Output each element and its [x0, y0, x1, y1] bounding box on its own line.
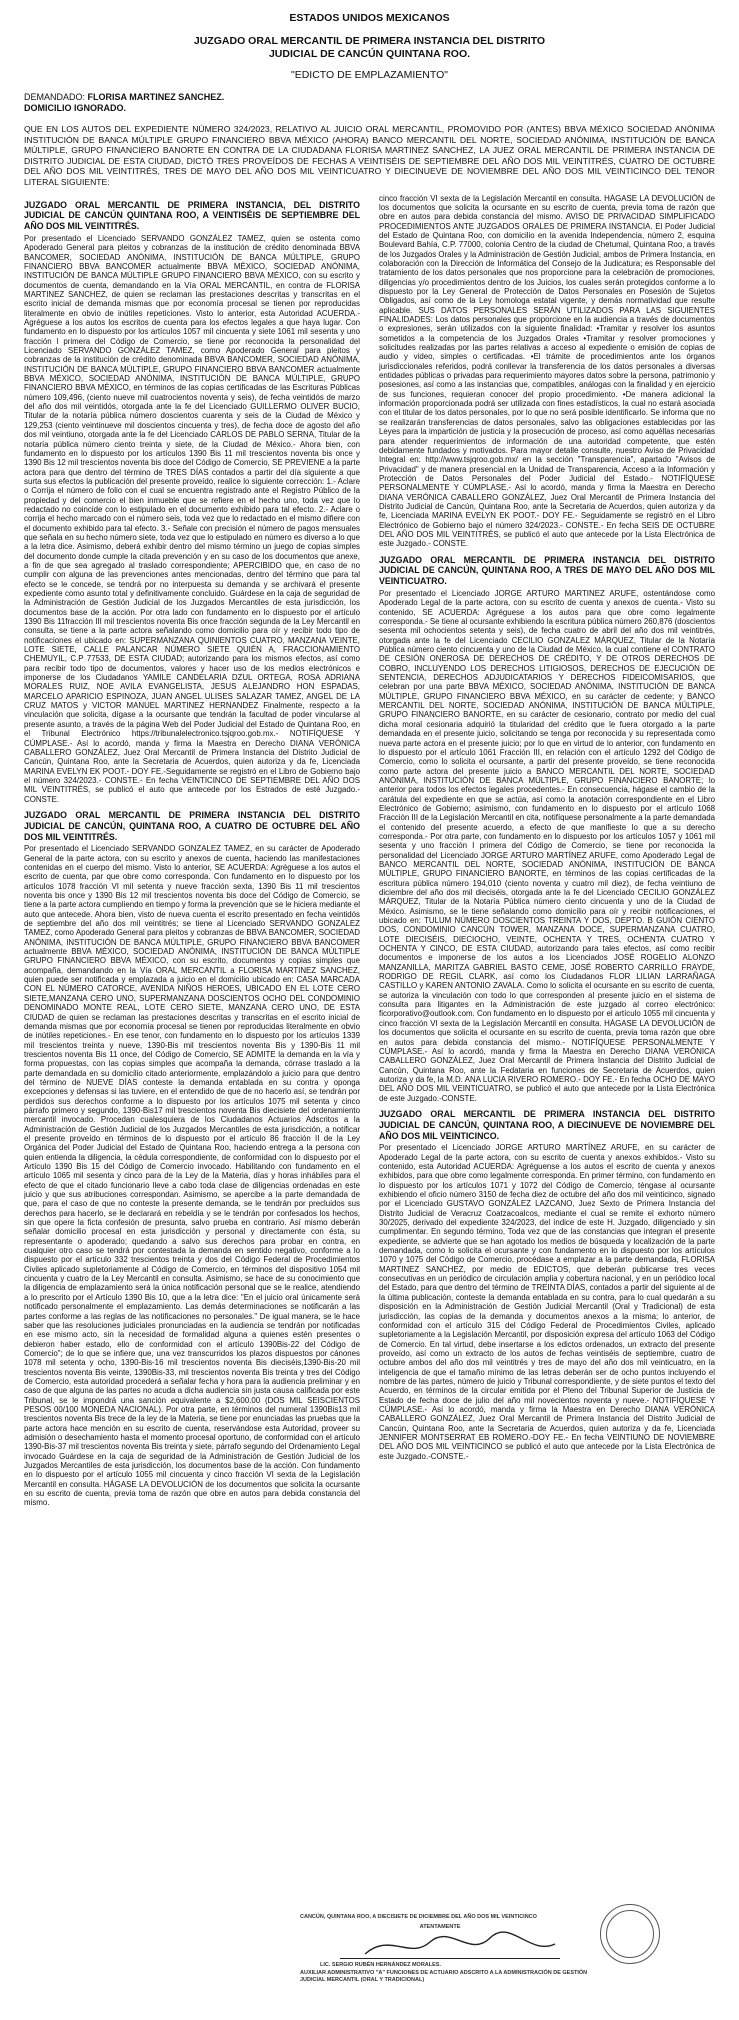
- footer-signer-role: AUXILIAR ADMINISTRATIVO "A" FUNCIONES DE ACTUARIO ADSCRITO A LA ADMINISTRACIÓN DE GESTIÓN JUDICIAL MERCANTIL (ORAL Y TRADICIONAL): [300, 1970, 588, 1983]
- edict-title: "EDICTO DE EMPLAZAMIENTO": [290, 69, 448, 81]
- section-title: JUZGADO ORAL MERCANTIL DE PRIMERA INSTANCIA, DEL DISTRITO JUDICIAL DE CANCÚN QUINTANA ROO, A VEINTISÉIS DE SEPTIEMBRE DEL AÑO DOS MIL VEINTITRÉS.: [24, 199, 360, 232]
- section-title: JUZGADO ORAL MERCANTIL DE PRIMERA INSTANCIA DEL DISTRITO JUDICIAL DE CANCÚN, QUINTANA ROO, A TRES DE MAYO DEL AÑO DOS MIL VEINTICUATRO.: [379, 554, 715, 587]
- footer-signer-name: LIC. SERGIO RUBÉN HERNÁNDEZ MORALES.: [320, 1962, 442, 1968]
- signature-block: [300, 1900, 720, 2010]
- footer-atentamente: ATENTAMENTE: [419, 1924, 461, 1930]
- right-column: [379, 194, 715, 1994]
- section-title: JUZGADO ORAL MERCANTIL DE PRIMERA INSTANCIA DEL DISTRITO JUDICIAL DE CANCÚN, QUINTANA ROO, A DIECINUEVE DE NOVIEMBRE DEL AÑO DOS MIL VEINTICINCO.: [379, 1108, 715, 1141]
- section-title: JUZGADO ORAL MERCANTIL DE PRIMERA INSTANCIA DEL DISTRITO JUDICIAL DE CANCÚN, QUINTANA ROO, A CUATRO DE OCTUBRE DEL AÑO DOS MIL VEINTITRÉS.: [24, 809, 360, 842]
- handwritten-signature: [360, 1930, 560, 1962]
- section-body: Por presentado el Licenciado SERVANDO GONZÁLEZ TAMEZ, quien se ostenta como Apoderado General para pleitos y cobranzas de la institución de crédito denominada BBVA BANCOMER, SOCIEDAD ANÓNIMA, INSTITUCIÓN DE BANCA MÚLTIPLE, GRUPO FINANCIERO BBVA BANCOMER actualmente BBVA MÉXICO, SOCIEDAD ANÓNIMA, INSTITUCIÓN DE BANCA MÚLTIPLE GRUPO FINANCIERO BBVA MÉXICO, con su escrito y documentos de cuenta, demandando en la Vía ORAL MERCANTIL, en contra de FLORISA MARTINEZ SANCHEZ, de quien se reclaman las prestaciones descritas y transcritas en el escrito inicial de demanda mismas que por economía procesal se tienen por reproducidas literalmente en obvio de inútiles repeticiones. Visto lo anterior, esta Autoridad ACUERDA.- Agréguese a los autos los escritos de cuenta para los efectos legales a que haya lugar. Con fundamento en lo dispuesto por los artículos 1057 mil cincuenta y siete 1061 mil sesenta y uno fracción I primera del Código de Comercio, se tiene por reconocida la personalidad del Licenciado SERVANDO GONZÁLEZ TAMEZ, como Apoderado General para pleitos y cobranzas de la institución de crédito denominada BBVA BANCOMER, SOCIEDAD ANÓNIMA, INSTITUCIÓN DE BANCA MÚLTIPLE, GRUPO FINANCIERO BBVA BANCOMER actualmente BBVA MÉXICO, SOCIEDAD ANÓNIMA, INSTITUCIÓN DE BANCA MÚLTIPLE, GRUPO FINANCIERO BBVA MÉXICO, en términos de las copias certificadas de las Escrituras Públicas número 109,496, (ciento nueve mil cuatrocientos noventa y seis), de fecha veintidós de marzo del año dos mil veintidós, otorgada ante la fe del Licenciado GUILLERMO OLIVER BUCIO, Titular de la notaría pública número doscientos cuarenta y seis de la Ciudad de México y 129,253 (ciento veintinueve mil doscientos cincuenta y tres), de fecha doce de agosto del año dos mil veintiuno, otorgada ante la fe del Licenciado CARLOS DE PABLO SERNA, Titular de la notaría pública número ciento treinta y siete, de la Ciudad de México.- Ahora bien, con fundamento en lo dispuesto por los artículos 1390 Bis 11 mil trescientos noventa bis once y 1390 Bis 12 mil trescientos noventa bis doce del Código de Comercio, SE PREVIENE a la parte actora para que dentro del término de TRES DÍAS contados a partir del día siguiente a que surta sus efectos la publicación del presente proveído, realice lo siguiente corrección: 1.- Aclare o Corrija el número de folio con el cual se encuentra registrado ante el Registro Público de la propiedad y del comercio el bien inmueble que se refiere en el hecho uno, toda vez que lo redactado no coincide con lo estipulado en el documento exhibido para tal efecto. 2.- Aclare o corrija el hecho marcado con el número seis, toda vez que lo redactado en el mismo difiere con el documento exhibido para tal efecto. 3.- Señale con precisión el número de pagos mensuales que señala en su hecho número siete, toda vez que lo estipulado en número es diverso a lo que a la letra dice. Asimismo, deberá exhibir dentro del mismo término un juego de copias simples del documento donde cumple la citada prevención y en su caso de los documentos que anexe, a fin de que sea agregado al traslado correspondiente; APERCIBIDO que, en caso de no cumplir con alguna de las prevenciones antes mencionadas, dentro del término que para tal efecto se le concede, se tendrá por no interpuesta su demanda y se archivará el presente expediente como asunto total y definitivamente concluido. Guárdese en la caja de seguridad de la Administración de Gestión Judicial de los Juzgados Mercantiles de esta jurisdicción, los documentos base de la acción. Por otra lado con fundamento en lo dispuesto por el artículo 1390 Bis 11fracción III mil trescientos noventa Bis once fracción segunda de la Ley Mercantil en consulta, se tiene a la parte actora señalando como domicilio para oír y recibir todo tipo de notificaciones el ubicado en: SUPERMANZANA QUINIENTOS CUATRO, MANZANA VEINTE, LOTE SIETE, CALLE PALANCAR NÚMERO SIETE QUIÉN A, FRACCIONAMIENTO CHEMUYIL, C.P 77533, DE ESTA CIUDAD; autorizando para los mismos efectos, así como para recibir todo tipo de documentos, valores y hacer uso de los medios electrónicos e imponerse de los Ciudadanos YAMILE CANDELARIA DZUL ORTEGA, ROSA ADRIANA MORALES RUIZ, NOE AVILA EVANGELISTA, JESUS ALEJANDRO HON ESPADAS, MARCELO APARICIO ESPINOZA, JUAN ANGEL ULISES SALAZAR TAMEZ, ANGEL DE LA CRUZ MATOS y VICTOR MANUEL MARTINEZ HERNANDEZ Finalmente, respecto a la vinculación que solicita, dígase a la ocursante que tendrán la facultad de poder vincularse al presente asunto, a través de la página Web del Poder Judicial del Estado de Quintana Roo, en el Tribunal Electrónico https://tribunalelectronico.tsjqroo.gob.mx.- NOTIFÍQUESE Y CÚMPLASE.- Así lo acordó, manda y firma la Maestra en Derecho DIANA VERÓNICA CABALLERO GONZÁLEZ, Juez Oral Mercantil de Primera Instancia del Distrito Judicial de Cancún, Quintana Roo, ante la Secretaria de Acuerdos, quien autoriza y da fe, Licenciada MARINA EVELYN EK POOT.- DOY FE.-Seguidamente se registró en el Libro de Gobierno bajo el número 324/2023.- CONSTE.- En fecha VEINTICINCO DE SEPTIEMBRE DEL AÑO DOS MIL VEINTITRÉS, se publicó el auto que antecede por los Estrados de esté Juzgado.- CONSTE.: [24, 233, 360, 804]
- section-body: Por presentado el Licenciado JORGE ARTURO MARTINEZ ARUFE, ostentándose como Apoderado Legal de la parte actora, con su escrito de cuenta y anexos de cuenta.- Visto su contenido, SE ACUERDA: Agréguese a los autos para que obre como legalmente corresponda.- Se tiene al ocursante exhibiendo la escritura pública número 260,876 (doscientos sesenta mil ochocientos setenta y seis), de fecha cuatro de abril del año dos mil veintitrés, otorgada ante la fe del Licenciado CECILIO GONZALEZ MÁRQUEZ, Titular de la Notaría Pública número ciento cincuenta y uno de la Ciudad de México, la cual contiene el CONTRATO DE CESIÓN ONEROSA DE DERECHOS DE CRÉDITO, Y DE OTROS DERECHOS DE COBRO, INCLUYENDO LOS DERECHOS LITIGIOSOS, DERECHOS DE EJECUCIÓN DE SENTENCIA, DERECHOS ADJUDICATARIOS Y DERECHOS FIDEICOMISARIOS, que celebran por una parte BBVA MÉXICO, SOCIEDAD ANÓNIMA, INSTITUCIÓN DE BANCA MÚLTIPLE, GRUPO FINANCIERO BBVA MÉXICO, en su carácter de cedente; y BANCO MERCANTIL DEL NORTE, SOCIEDAD ANÓNIMA, INSTITUCIÓN DE BANCA MÚLTIPLE, GRUPO FINANCIERO BANORTE, en su carácter de cesionario, contrato por medio del cual dicha moral cesionaria adquirió la titularidad del crédito que le fuera otorgado a la parte demandada en el presente juicio, solicitando se tenga por reconocida y su representada como nueva parte actora en el presente juicio; por lo que en virtud de lo anterior, con fundamento en lo dispuesto por el artículo 1061 Fracción III, en relación con el artículo 1292 del Código de Comercio, como lo solicita el ocursante, a partir del presente proveído, se tiene reconocida como parte actora del presente juicio a BANCO MERCANTIL DEL NORTE, SOCIEDAD ANÓNIMA, INSTITUCIÓN DE BANCA MÚLTIPLE, GRUPO FINANCIERO BANORTE; lo anterior para todos los efectos legales procedentes.- En consecuencia, hágase el cambio de la carátula del expediente en que se actúa, así como la anotación correspondiente en el Libro Electrónico de Gobierno; asimismo, con fundamento en lo dispuesto por el artículo 1068 Fracción III de la Legislación Mercantil en cita, notifíquese personalmente a la parte demandada el contenido del presente acuerdo, a efecto de que manifieste lo que a su derecho corresponda.- Por otra parte, con fundamento en lo dispuesto por los artículos 1057 y 1061 mil sesenta y uno fracción I primera del Código de Comercio, se tiene por reconocida la personalidad del Licenciado JORGE ARTURO MARTÍNEZ ARUFE, como Apoderado Legal de BANCO MERCANTIL DEL NORTE, SOCIEDAD ANÓNIMA, INSTITUCIÓN DE BANCA MÚLTIPLE, GRUPO FINANCIERO BANORTE, en términos de las copias certificadas de la escritura pública número 194,010 (ciento noventa y cuatro mil diez), de fecha veintiuno de diciembre del año dos mil dieciséis, otorgada ante la fe del Licenciado CECILIO GONZÁLEZ MÁRQUEZ, Titular de la Notaría Pública número ciento cincuenta y uno de la Ciudad de México. Asimismo, se le tiene señalando como domicilio para oír y recibir notificaciones, el ubicado en: TULUM NÚMERO DOSCIENTOS TREINTA Y DOS, DEPTO. B GUIÓN CIENTO DOS, CONDOMINIO CANCÚN TOWER, MANZANA DOCE, SUPERMANZANA CUATRO, LOTE DIECISÉIS, DIECIOCHO, VEINTE, OCHENTA Y TRES, OCHENTA CUATRO Y OCHENTA Y CINCO, DE ESTA CIUDAD, autorizando para tales efectos, así como recibir documentos e imponerse de los autos a los Licenciados JOSÉ ROGELIO ALONZO MANZANILLA, MARITZA GABRIEL BASTO CEME, JOSÉ ROBERTO CARRILLO FRAYDE, RODRIGO DE REGIL CLARK, así como los Ciudadanos FLOR LILIAN LARRAÑAGA CASTILLO y KAREN ANTONIO ZAVALA. Como lo solicita el ocursante en su escrito de cuenta, se autoriza la vinculación con todo lo que corresponden al presente juicio en el sistema de consulta para litigantes en la Administración de este juzgado al correo electrónico: ficorporativo@outlook.com. Con fundamento en lo dispuesto por el artículo 1055 mil cincuenta y cinco fracción VI sexta de la Legislación Mercantil en consulta. HÁGASE LA DEVOLUCIÓN de los documentos que solicita el ocursante en su escrito de cuenta, previa toma razón que obre en autos para debida constancia del mismo.- NOTIFÍQUESE PERSONALMENTE Y CÚMPLASE.- Así lo acordó, manda y firma la Maestra en Derecho DIANA VERÓNICA CABALLERO GONZÁLEZ, Juez Oral Mercantil de Primera Instancia del Distrito Judicial de Cancún, Quintana Roo, ante la Fedataria en funciones de Secretaria de Acuerdos, quien autoriza y da fe, la M.D. ANA LUCIA RIVERO ROMERO.- DOY FE.- En fecha OCHO DE MAYO DEL AÑO DOS MIL VEINTICUATRO, se publicó el auto que antecede por la Lista Electrónica de este Juzgado.-CONSTE.: [379, 589, 715, 1103]
- edict-columns: [24, 194, 715, 1994]
- footer-city-date: CANCÚN, QUINTANA ROO, A DIECISIETE DE DICIEMBRE DEL AÑO DOS MIL VEINTICINCO: [300, 1914, 537, 1920]
- demandado-label: DEMANDADO:: [24, 92, 86, 102]
- demandado-name: FLORISA MARTINEZ SANCHEZ.: [87, 92, 225, 102]
- left-column: [24, 194, 360, 1994]
- section-body: Por presentado el Licenciado JORGE ARTURO MARTÍNEZ ARUFE, en su carácter de Apoderado Legal de la parte actora, con su escrito de cuenta y anexos exhibidos.- Visto su contenido, esta Autoridad ACUERDA: Agréguense a los autos el escrito de cuenta y anexos exhibidos, para que obre como legalmente corresponda. En primer término, con fundamento en lo dispuesto por los artículos 1071 y 1072 del Código de Comercio, téngase al ocursante exhibiendo el oficio número 3150 de fecha diez de octubre del año dos mil veinticinco, signado por el Licenciado GUSTAVO GONZÁLEZ LAZCANO, Juez Sexto de Primera Instancia del Distrito Judicial de Veracruz Coatzacoalcos, mediante el cual se remite el exhorto número 30/2025, derivado del expediente 324/2023, del índice de este H. Juzgado, diligenciado y sin cumplimentar. En segundo término, Toda vez que de las constancias que integran el presente expediente, se advierte que se han agotado los medios de búsqueda y localización de la parte demandada, como lo solicita el ocursante y con fundamento en lo dispuesto por los artículos 1070 y 1075 del Código de Comercio, procédase a emplazar a la parte demandada, FLORISA MARTINEZ SANCHEZ, por medio de EDICTOS, que deberán publicarse tres veces consecutivas en un periódico de circulación amplia y cobertura nacional, y en un periódico local del Estado, para que dentro del término de TREINTA DÍAS, contados a partir del siguiente al de la última publicación, conteste la demanda entablada en su contra, para lo cual quedarán a su disposición en la Administración de Gestión Judicial Mercantil (Oral y Tradicional) de esta jurisdicción, las copias de la demanda y documentos anexos a la misma; lo anterior, de conformidad con el artículo 315 del Código Federal de Procedimientos Civiles, aplicado supletoriamente a la Legislación Mercantil, por disposición expresa del artículo 1063 del Código de Comercio. En tal virtud, debe insertarse a los edictos ordenados, un extracto del presente proveído, así como un extracto de los autos de fechas veintiséis de septiembre, cuatro de octubre ambos del año dos mil veintitrés y tres de mayo del año dos mil veinticuatro, en la inteligencia de que el tamaño mínimo de las letras deberán ser de ocho puntos incluyendo el nombre de las partes, número de juicio y Tribunal correspondiente, y de siete puntos el texto del Acuerdo, en términos de la circular emitida por el Pleno del Tribunal Superior de Justicia de Estado de fecha doce de julio del año mil novecientos noventa y nueve.- NOTIFÍQUESE Y CÚMPLASE.- Así lo acordó, manda y firma la Maestra en Derecho DIANA VERÓNICA CABALLERO GONZÁLEZ, Juez Oral Mercantil de Primera Instancia del Distrito Judicial de Cancún, Quintana Roo, ante la Secretaria de Acuerdos, quien autoriza y da fe, Licenciada JENNIFER MONTSERRAT EB ROMERO.-DOY FE.- En fecha VEINTIUNO DE NOVIEMBRE DEL AÑO DOS MIL VEINTICINCO se publicó el auto que antecede por la Lista Electrónica de este Juzgado.-CONSTE.-: [379, 1143, 715, 1461]
- court-heading-line2: JUDICIAL DE CANCÚN QUINTANA ROO.: [268, 48, 471, 60]
- court-heading-line1: JUZGADO ORAL MERCANTIL DE PRIMERA INSTANCIA DEL DISTRITO: [193, 35, 546, 47]
- intro-paragraph: QUE EN LOS AUTOS DEL EXPEDIENTE NÚMERO 324/2023, RELATIVO AL JUICIO ORAL MERCANTIL, PROMOVIDO POR (ANTES) BBVA MÉXICO SOCIEDAD ANÓNIMA INSTITUCIÓN DE BANCA MÚLTIPLE GRUPO FINANCIERO BBVA MÉXICO (AHORA) BANCO MERCANTIL DEL NORTE, SOCIEDAD ANÓNIMA, INSTITUCIÓN DE BANCA MÚLTIPLE, GRUPO FINANCIERO BANORTE EN CONTRA DE LA CIUDADANA FLORISA MARTINEZ SANCHEZ, LA JUEZ ORAL MERCANTIL DE PRIMERA INSTANCIA DE DISTRITO JUDICIAL DE ESTA CIUDAD, DICTÓ TRES PROVEÍDOS DE FECHAS A VEINTISÉIS DE SEPTIEMBRE DEL AÑO DOS MIL VEINTITRÉS, CUATRO DE OCTUBRE DEL AÑO DOS MIL VEINTITRÉS, TRES DE MAYO DEL AÑO DOS MIL VEINTICUATRO Y DIECINUEVE DE NOVIEMBRE DEL AÑO DOS MIL VEINTICINCO DEL TENOR LITERAL SIGUIENTE:: [24, 124, 715, 187]
- section-body: cinco fracción VI sexta de la Legislación Mercantil en consulta. HÁGASE LA DEVOLUCIÓN de los documentos que solicita la ocursante en su escrito de cuenta, previa toma de razón que obre en autos para debida constancia del mismo. AVISO DE PRIVACIDAD SIMPLIFICADO PROCEDIMIENTOS ANTE JUZGADOS ORALES DE PRIMERA INSTANCIA. El Poder Judicial del Estado de Quintana Roo, con domicilio en la avenida Independencia, número 2, esquina Boulevard Bahía, C.P. 77000, colonia Centro de la ciudad de Chetumal, Quintana Roo, a través de los Juzgados Orales y la Administración de Gestión Judicial, ambos de Primera Instancia, en colaboración con la Dirección de Informática del Consejo de la Judicatura; es Responsable del tratamiento de los datos personales que nos proporcione para la celebración de promociones, diligencias y/o procedimientos dentro de los Juicios, los cuales serán protegidos conforme a lo dispuesto por la Ley General de Protección de Datos Personales en Posesión de Sujetos Obligados, así como de la Ley homologa estatal vigente, y demás normatividad que resulte aplicable. SUS DATOS PERSONALES SERÁN UTILIZADOS PARA LAS SIGUIENTES FINALIDADES: Los datos personales que proporcione en la audiencia a través de documentos o expresiones, serán utilizados con la siguiente finalidad: •Tramitar y resolver los asuntos sometidos a la competencia de los Juzgados Orales •Tramitar y resolver promociones y solicitudes realizadas por las partes relativas a acceso al expediente o emisión de copias de audio y video, simples o certificadas. •El trámite de procedimientos ante los órganos jurisdiccionales referidos, podrá conllevar la transferencia de los datos personales a diversas entidades públicas o privadas para requerimiento mayores datos sobre la persona, patrimonio y posesiones, así como a las instancias que, compatibles, análogas con la finalidad y en ejercicio de sus funciones, requieran conocer del propio procedimiento. •De manera adicional la información proporcionada podrá ser utilizada con fines estadísticos, la cual no estará asociada con el titular de los datos personales, por lo que no será posible identificarlo. Se informa que no se realizarán transferencias de datos personales, salvo las obligaciones establecidas por las Leyes para la impartición de justicia y la prosecución de proceso, así como aquéllas necesarias para atender requerimientos de información de una autoridad competente, que estén debidamente fundados y motivados. Para mayor detalle consulte, nuestro Aviso de Privacidad Integral en: http://www.tsjqroo.gob.mx/ en la sección "Transparencia", apartado "Avisos de Privacidad" y de manera presencial en la Unidad de Transparencia, Acceso a la Información y Protección de Datos Personales del Poder Judicial del Estado.- NOTIFÍQUESE PERSONALMENTE Y CÚMPLASE.- Así lo acordó, manda y firma la Maestra en Derecho DIANA VERÓNICA CABALLERO GONZÁLEZ, Juez Oral Mercantil de Primera Instancia del Distrito Judicial de Cancún, Quintana Roo, ante la Secretaria de Acuerdos, quien autoriza y da fe, Licenciada MARINA EVELYN EK POOT.- DOY FE.- Seguidamente se registró en el Libro Electrónico de Gobierno bajo el número 324/2023.- CONSTE.- En fecha SEIS DE OCTUBRE DEL AÑO DOS MIL VEINTITRÉS, se publicó el auto que antecede por la Lista Electrónica de este Juzgado.- CONSTE.: [379, 193, 715, 549]
- country-heading: ESTADOS UNIDOS MEXICANOS: [289, 12, 450, 24]
- section-body: Por presentado el Licenciado SERVANDO GONZALEZ TAMEZ, en su carácter de Apoderado General de la parte actora, con su escrito y anexos de cuenta, haciendo las manifestaciones contenidas en el cuerpo del mismo. Visto lo anterior, SE ACUERDA: Agréguese a los autos el escrito de cuenta, par que obre como corresponda. Con fundamento en lo dispuesto por los artículos 1078 fracción VI mil setenta y nueve fracción sexta, 1390 Bis 11 mil trescientos noventa bis once y 1390 Bis 12 mil trescientos noventa bis doce del Código de Comercio, se tiene a la parte actora cumpliendo en tiempo y forma la prevención que se le hiciera mediante el auto que antecede. Ahora bien, visto de nueva cuenta el escrito presentado en fecha veintidós de septiembre del año dos mil veintitrés; se tiene al Licenciado SERVANDO GONZALEZ TAMEZ, como Apoderado General para pleitos y cobranzas de BBVA BANCOMER, SOCIEDAD ANÓNIMA, INSTITUCIÓN DE BANCA MÚLTIPLE, GRUPO FINANCIERO BBVA BANCOMER actualmente BBVA MÉXICO, SOCIEDAD ANÓNIMA, INSTITUCIÓN DE BANCA MÚLTIPLE GRUPO FINANCIERO BBVA MÉXICO, con su escrito, documentos y copias simples que acompaña, demandando en la Vía ORAL MERCANTIL a FLORISA MARTINEZ SANCHEZ, quien puede ser notificada y emplazada a juicio en el domicilio ubicado en: CASA MARCADA CON EL NÚMERO CATORCE, AVENIDA NIÑOS HEROES, UBICADO EN EL LOTE CERO SIETE,MANZANA CERO UNO, SUPERMANZANA DOSCIENTOS OCHO DEL CONDOMINIO DENOMINADO MONTE REAL, LOTE CERO SIETE, MANZANA CERO UNO, DE ESTA CIUDAD de quien se reclaman las prestaciones descritas y transcritas en el escrito inicial de demanda mismas que por economía procesal se tienen por reproducidas literalmente en obvio de inútiles repeticiones.- En ese tenor, con fundamento en lo dispuesto por los artículos 1339 mil trescientos treinta y nueve, 1390-Bis mil trescientos noventa Bis y 1390-Bis 11 mil trescientos noventa Bis 11 once, del Código de Comercio, SE ADMITE la demanda en la vía y forma propuestas, con las copias simples que acompaña la demanda, córrase traslado a la parte demandada en su domicilio citado anteriormente, emplazándolo a juicio para que dentro del término de NUEVE DÍAS conteste la demanda entablada en su contra y oponga excepciones y defensas si las tuviere, en el entendido de que de no hacerlo así, se tendrán por perdidos sus derechos conforme a lo dispuesto por los artículos 1075 mil setenta y cinco párrafo primero y segundo, 1390-Bis17 mil trescientos noventa Bis diecisiete del ordenamiento mercantil invocado. Procedan cualesquiera de los Ciudadanos Actuarios Adscritos a la Administración de Gestión Judicial de los Juzgados Mercantiles de esta jurisdicción, a notificar el presente proveído en términos de lo dispuesto por el artículo 86 fracción II de la Ley Orgánica del Poder Judicial del Estado de Quintana Roo, haciendo entrega a la persona con quien entienda la diligencia, la cédula correspondiente, de conformidad con lo dispuesto por el Artículo 1390 Bis 15 del Código de Comercio invocado. Habilitando con fundamento en el artículo 1065 mil sesenta y cinco para de la Ley de la Materia, días y horas inhábiles para el efecto de que el citado funcionario lleve a cabo toda clase de diligencias ordenadas en este juicio y que sus atribuciones correspondan. Asimismo, se apercibe a la parte demandada de que, para el caso de que no conteste la presente demanda, se le tendrán por precluidos sus derechos para hacerlo, se le declarará en rebeldía y se le tendrán por confesados los hechos, sin que opere la ficta confesión de presunta, salvo prueba en contrario. Así mismo deberán señalar domicilio procesal en esta jurisdicción y personal y directamente con ésta, su representante o apoderado; quedando a salvo sus derechos para probar en contra, en cualquier otro caso se tendrá por contestada la demanda en sentido negativo, conforme a lo dispuesto por el artículo 332 trescientos treinta y dos del Código Federal de Procedimientos Civiles aplicado supletoriamente al Código de Comercio, en términos del dispositivo 1054 mil cincuenta y cuatro de la Ley Mercantil en consulta. Asimismo, se hace de su conocimiento que la diligencia de emplazamiento será la única notificación personal que se le realice, atendiendo a lo prescrito por el Artículo 1390 Bis 10, que a la letra dice: "En el juicio oral únicamente será notificado personalmente el emplazamiento. Las demás determinaciones se notificarán a las partes conforme a las reglas de las notificaciones no personales." De igual manera, se le hace saber que las resoluciones judiciales pronunciadas en la audiencia se tendrán por notificadas en ese mismo acto, sin la necesidad de formalidad alguna a quienes estén presentes o debieron haber estado, ello de conformidad con el artículo 1390Bis-22 del Código de Comercio"; de lo que se infiere que, una vez transcurridos los plazos dispuestos por cánones 1078 mil setenta y ocho, 1390-Bis-16 mil trescientos noventa Bis dieciséis,1390-Bis-20 mil trescientos noventa Bis veinte, 1390Bis-33, mil trescientos noventa Bis treinta y tres del Código de Comercio, esta autoridad procederá a señalar fecha y hora para la audiencia preliminar y en caso de que alguna de las partes no acuda a dicha audiencia sin justa causa calificada por este Tribunal, se le impondrá una sanción equivalente a $2,600.00 (DOS MIL SEISCIENTOS PESOS 00/100 MONEDA NACIONAL). Por otra parte, en términos del numeral 1390Bis13 mil trescientos noventa Bis trece de la ley de la Materia, se tiene por enunciadas las pruebas que la parte actora hace mención en su escrito de cuenta, reservándose esta Autoridad, proveer su admisión o desechamiento hasta el momento procesal oportuno, de conformidad con el artículo 1390-Bis-37 mil trescientos noventa Bis treinta y siete, párrafo segundo del Ordenamiento Legal invocado Guárdese en la caja de seguridad de la Administración de Gestión Judicial de los Juzgados Mercantiles de esta jurisdicción, los documentos base de la acción. Con fundamento en lo dispuesto por el artículo 1055 mil cincuenta y cinco fracción VI sexta de la Legislación Mercantil en consulta. HÁGASE LA DEVOLUCIÓN de los documentos que solicita la ocursante en su escrito de cuenta, previa toma de razón que obre en autos para debida constancia del mismo.: [24, 844, 360, 1508]
- court-seal-inner-ring: [606, 1910, 654, 1958]
- demandado-address: DOMICILIO IGNORADO.: [24, 103, 126, 113]
- demandado-line: [24, 92, 715, 103]
